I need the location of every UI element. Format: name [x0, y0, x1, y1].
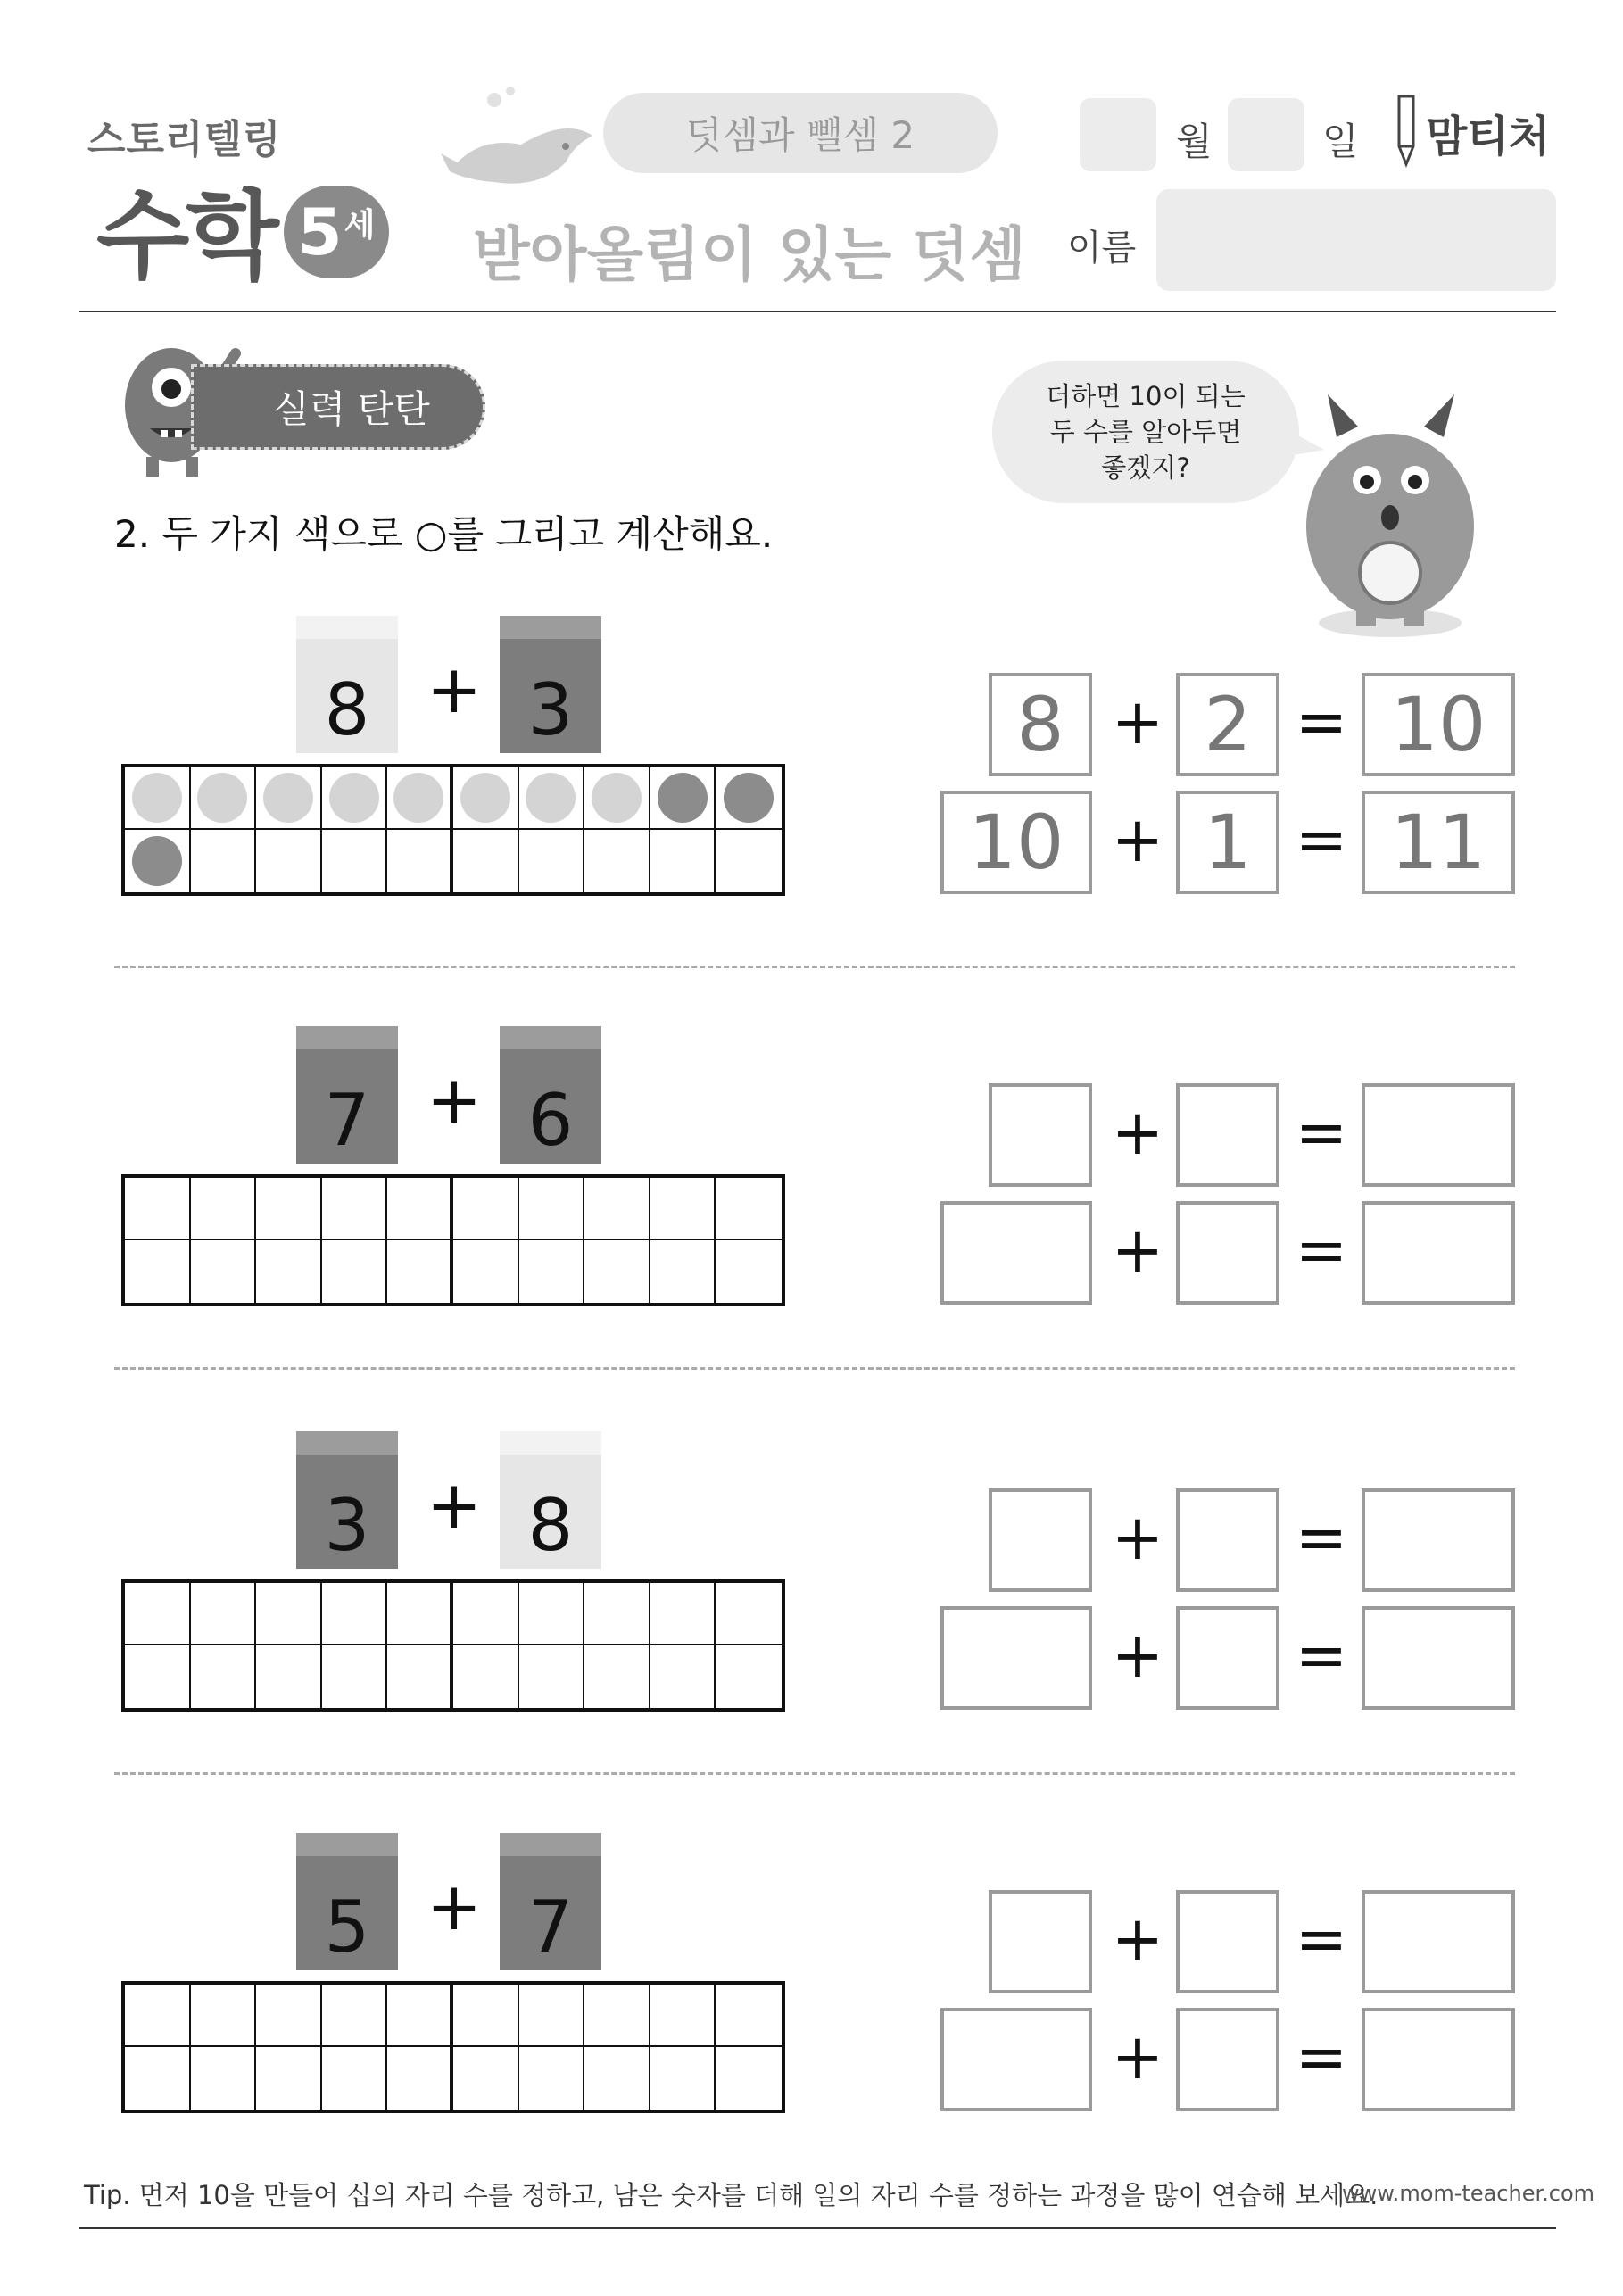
- tenframe-cell[interactable]: [519, 1240, 585, 1303]
- name-field[interactable]: [1156, 189, 1556, 291]
- tenframe-cell[interactable]: [125, 1178, 191, 1240]
- tenframe-cell[interactable]: [584, 830, 650, 892]
- header-divider: [79, 311, 1556, 312]
- plus-sign: +: [1111, 1619, 1164, 1692]
- tenframe-cell[interactable]: [519, 1985, 585, 2047]
- answer-box[interactable]: [1362, 2008, 1515, 2111]
- addend-b-cube: [500, 616, 601, 753]
- counter-dot: [329, 773, 379, 823]
- answer-box[interactable]: 10: [1362, 673, 1515, 776]
- plus-sign: +: [1111, 803, 1164, 876]
- plus-sign: +: [1111, 1096, 1164, 1169]
- month-field[interactable]: [1080, 98, 1156, 171]
- plus-sign: +: [426, 1869, 483, 1945]
- answer-box[interactable]: [989, 1890, 1092, 1993]
- answer-box[interactable]: [1176, 1083, 1279, 1187]
- ten-frame: [121, 1174, 785, 1306]
- tenframe-cell[interactable]: [191, 1985, 257, 2047]
- tenframe-cell[interactable]: [191, 830, 257, 892]
- answer-box[interactable]: [1176, 1890, 1279, 1993]
- plus-sign: +: [1111, 1214, 1164, 1287]
- tenframe-cell[interactable]: [453, 1178, 519, 1240]
- addend-a-cube: [296, 1026, 398, 1164]
- answer-box[interactable]: [1362, 1488, 1515, 1592]
- tenframe-cell[interactable]: [584, 1178, 650, 1240]
- tenframe-cell[interactable]: [125, 1645, 191, 1708]
- counter-dot: [393, 773, 443, 823]
- tenframe-cell[interactable]: [256, 1178, 322, 1240]
- tenframe-cell[interactable]: [519, 1583, 585, 1645]
- tip-text: Tip. 먼저 10을 만들어 십의 자리 수를 정하고, 남은 숫자를 더해 일의 자리 수를 정하는 과정을 많이 연습해 보세요.: [84, 2180, 1379, 2210]
- tenframe-cell[interactable]: [650, 1178, 716, 1240]
- plus-sign: +: [426, 651, 483, 728]
- tenframe-cell[interactable]: [453, 767, 519, 830]
- speech-bubble: [992, 361, 1299, 503]
- tenframe-cell[interactable]: [387, 1240, 453, 1303]
- tenframe-cell[interactable]: [584, 1985, 650, 2047]
- ten-frame: [121, 1579, 785, 1712]
- answer-box[interactable]: [940, 1201, 1092, 1305]
- bubble-line-1: 더하면 10이 되는: [1046, 381, 1246, 411]
- ten-frame: [121, 764, 785, 896]
- tenframe-cell[interactable]: [650, 1583, 716, 1645]
- tenframe-cell[interactable]: [650, 830, 716, 892]
- age-number: 5: [297, 195, 343, 269]
- equals-sign: =: [1295, 1501, 1348, 1574]
- tenframe-cell[interactable]: [125, 1240, 191, 1303]
- tenframe-cell[interactable]: [453, 1583, 519, 1645]
- answer-box[interactable]: 1: [1176, 791, 1279, 894]
- plus-sign: +: [1111, 1902, 1164, 1976]
- tenframe-cell[interactable]: [650, 1985, 716, 2047]
- answer-box[interactable]: 10: [940, 791, 1092, 894]
- addend-a: 3: [296, 1455, 398, 1569]
- tenframe-cell[interactable]: [191, 1240, 257, 1303]
- bubble-line-3: 좋겠지?: [1101, 452, 1190, 483]
- plus-sign: +: [1111, 1501, 1164, 1574]
- day-field[interactable]: [1228, 98, 1304, 171]
- tenframe-cell[interactable]: [519, 1178, 585, 1240]
- tenframe-cell[interactable]: [256, 1985, 322, 2047]
- question-text: 2. 두 가지 색으로 ○를 그리고 계산해요.: [114, 512, 774, 556]
- addend-b-cube: [500, 1431, 601, 1569]
- answer-box[interactable]: [1362, 1201, 1515, 1305]
- tenframe-cell[interactable]: [125, 1985, 191, 2047]
- tenframe-cell[interactable]: [191, 1178, 257, 1240]
- plus-sign: +: [1111, 2020, 1164, 2093]
- unit-title: 덧셈과 뺄셈 2: [603, 93, 998, 173]
- lesson-title: 받아올림이 있는 덧셈: [473, 220, 1026, 289]
- answer-box[interactable]: [1176, 1201, 1279, 1305]
- answer-box[interactable]: 8: [989, 673, 1092, 776]
- tenframe-cell[interactable]: [519, 830, 585, 892]
- tenframe-cell[interactable]: [453, 830, 519, 892]
- tenframe-cell[interactable]: [716, 1240, 782, 1303]
- tenframe-cell[interactable]: [322, 1645, 388, 1708]
- answer-box[interactable]: [1362, 1890, 1515, 1993]
- tenframe-cell[interactable]: [256, 830, 322, 892]
- tenframe-cell[interactable]: [716, 830, 782, 892]
- tenframe-cell[interactable]: [584, 1645, 650, 1708]
- tenframe-cell[interactable]: [519, 767, 585, 830]
- logo-series: 스토리텔링: [87, 117, 282, 162]
- counter-dot: [197, 773, 247, 823]
- tenframe-cell[interactable]: [322, 2047, 388, 2110]
- counter-dot: [658, 773, 708, 823]
- plus-sign: +: [426, 1467, 483, 1544]
- tenframe-cell[interactable]: [322, 1178, 388, 1240]
- tenframe-cell[interactable]: [584, 767, 650, 830]
- tenframe-cell[interactable]: [256, 1240, 322, 1303]
- tenframe-cell[interactable]: [322, 830, 388, 892]
- answer-box[interactable]: [989, 1488, 1092, 1592]
- equals-sign: =: [1295, 1902, 1348, 1976]
- tenframe-cell[interactable]: [453, 1240, 519, 1303]
- addend-a: 7: [296, 1049, 398, 1164]
- tenframe-cell[interactable]: [453, 1645, 519, 1708]
- counter-dot: [132, 773, 182, 823]
- equals-sign: =: [1295, 685, 1348, 758]
- tenframe-cell[interactable]: [716, 1985, 782, 2047]
- tenframe-cell[interactable]: [584, 1583, 650, 1645]
- tenframe-cell[interactable]: [650, 2047, 716, 2110]
- answer-box[interactable]: [1176, 1488, 1279, 1592]
- tenframe-cell[interactable]: [387, 767, 453, 830]
- tenframe-cell[interactable]: [256, 1583, 322, 1645]
- tenframe-cell[interactable]: [716, 1645, 782, 1708]
- tenframe-cell[interactable]: [387, 2047, 453, 2110]
- tenframe-cell[interactable]: [322, 1583, 388, 1645]
- pencil-icon: [1387, 93, 1426, 168]
- tenframe-cell[interactable]: [519, 1645, 585, 1708]
- tenframe-cell[interactable]: [584, 2047, 650, 2110]
- tenframe-cell[interactable]: [125, 830, 191, 892]
- tenframe-cell[interactable]: [125, 1583, 191, 1645]
- addend-b-cube: [500, 1833, 601, 1970]
- tenframe-cell[interactable]: [322, 1240, 388, 1303]
- answer-box[interactable]: [1362, 1083, 1515, 1187]
- addend-a: 8: [296, 639, 398, 753]
- brand-logo: 맘티처: [1426, 112, 1551, 162]
- addend-b: 6: [500, 1049, 601, 1164]
- counter-dot: [592, 773, 642, 823]
- equals-sign: =: [1295, 803, 1348, 876]
- tenframe-cell[interactable]: [519, 2047, 585, 2110]
- tenframe-cell[interactable]: [716, 1583, 782, 1645]
- addend-a-cube: [296, 1431, 398, 1569]
- tenframe-cell[interactable]: [191, 1583, 257, 1645]
- tenframe-cell[interactable]: [125, 767, 191, 830]
- tenframe-cell[interactable]: [322, 1985, 388, 2047]
- divider-1: [114, 966, 1515, 968]
- answer-box[interactable]: [989, 1083, 1092, 1187]
- bubble-line-2: 두 수를 알아두면: [1049, 417, 1242, 447]
- addend-b-cube: [500, 1026, 601, 1164]
- answer-box[interactable]: [1176, 2008, 1279, 2111]
- tenframe-cell[interactable]: [387, 1645, 453, 1708]
- tenframe-cell[interactable]: [650, 1645, 716, 1708]
- whale-icon: [441, 82, 601, 198]
- counter-dot: [526, 773, 576, 823]
- footer-divider: [79, 2227, 1556, 2229]
- tenframe-cell[interactable]: [191, 1645, 257, 1708]
- addend-a: 5: [296, 1856, 398, 1970]
- plus-sign: +: [426, 1062, 483, 1139]
- tenframe-cell[interactable]: [387, 1985, 453, 2047]
- answer-box[interactable]: 2: [1176, 673, 1279, 776]
- tenframe-cell[interactable]: [453, 2047, 519, 2110]
- answer-box[interactable]: [940, 1606, 1092, 1710]
- tenframe-cell[interactable]: [453, 1985, 519, 2047]
- answer-box[interactable]: [1176, 1606, 1279, 1710]
- addend-a-cube: [296, 1833, 398, 1970]
- tenframe-cell[interactable]: [256, 1645, 322, 1708]
- logo-subject: 수학: [96, 181, 276, 293]
- divider-3: [114, 1772, 1515, 1775]
- answer-box[interactable]: [1362, 1606, 1515, 1710]
- month-label: 월: [1176, 120, 1213, 163]
- addend-b: 3: [500, 639, 601, 753]
- counter-dot: [460, 773, 510, 823]
- counter-dot: [724, 773, 774, 823]
- tenframe-cell[interactable]: [387, 1178, 453, 1240]
- day-label: 일: [1322, 120, 1359, 163]
- answer-box[interactable]: [940, 2008, 1092, 2111]
- tenframe-cell[interactable]: [650, 767, 716, 830]
- tenframe-cell[interactable]: [716, 1178, 782, 1240]
- tenframe-cell[interactable]: [387, 1583, 453, 1645]
- tenframe-cell[interactable]: [716, 2047, 782, 2110]
- tenframe-cell[interactable]: [191, 767, 257, 830]
- age-badge: [284, 186, 389, 278]
- tenframe-cell[interactable]: [322, 767, 388, 830]
- tenframe-cell[interactable]: [584, 1240, 650, 1303]
- addend-b: 8: [500, 1455, 601, 1569]
- monster-character-icon: [1285, 375, 1499, 642]
- tenframe-cell[interactable]: [716, 767, 782, 830]
- section-badge: 실력 탄탄: [191, 364, 485, 450]
- name-label: 이름: [1067, 228, 1137, 269]
- tenframe-cell[interactable]: [256, 767, 322, 830]
- tenframe-cell[interactable]: [650, 1240, 716, 1303]
- tenframe-cell[interactable]: [125, 2047, 191, 2110]
- tenframe-cell[interactable]: [387, 830, 453, 892]
- equals-sign: =: [1295, 1619, 1348, 1692]
- equals-sign: =: [1295, 2020, 1348, 2093]
- addend-a-cube: [296, 616, 398, 753]
- tenframe-cell[interactable]: [191, 2047, 257, 2110]
- counter-dot: [263, 773, 313, 823]
- ten-frame: [121, 1981, 785, 2113]
- equals-sign: =: [1295, 1096, 1348, 1169]
- website-link[interactable]: www.mom-teacher.com: [1342, 2181, 1595, 2206]
- tenframe-cell[interactable]: [256, 2047, 322, 2110]
- counter-dot: [132, 836, 182, 886]
- equals-sign: =: [1295, 1214, 1348, 1287]
- answer-box[interactable]: 11: [1362, 791, 1515, 894]
- age-unit: 세: [344, 206, 376, 244]
- addend-b: 7: [500, 1856, 601, 1970]
- plus-sign: +: [1111, 685, 1164, 758]
- divider-2: [114, 1367, 1515, 1370]
